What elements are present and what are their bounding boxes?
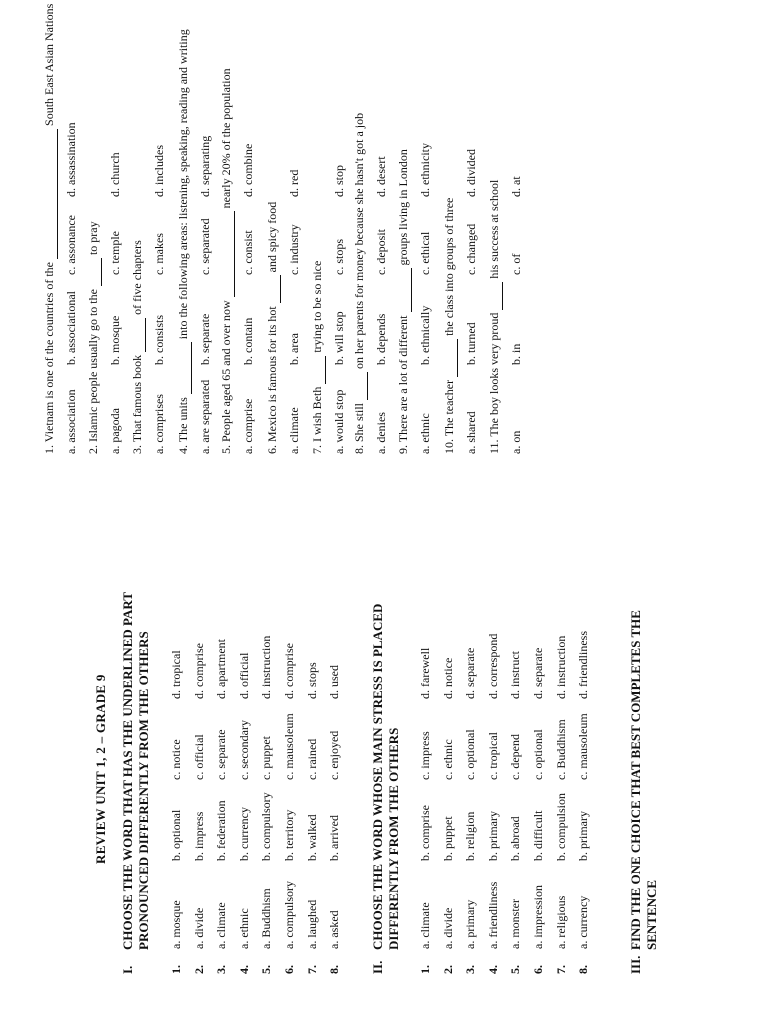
option-b: b. primary [576, 811, 591, 861]
list-item [418, 512, 434, 1024]
list-item [169, 512, 185, 1024]
option-c[interactable]: c. temple [108, 231, 122, 275]
option-a: a. laughed [304, 899, 319, 949]
option-d[interactable]: d. ethnicity [418, 143, 432, 197]
question-stem: 9. There are a lot of different [396, 315, 410, 454]
option-d: d. correspond [485, 633, 500, 699]
option-c: c. mausoleum [576, 713, 591, 780]
answer-blank[interactable] [265, 275, 281, 303]
option-c[interactable]: c. stops [332, 239, 346, 275]
option-c: c. depend [508, 734, 523, 780]
list-item [441, 512, 457, 1024]
option-b[interactable]: b. will stop [332, 311, 346, 365]
option-c[interactable]: c. assonance [64, 215, 78, 275]
question-stem: 2. Islamic people usually go to the [86, 289, 100, 454]
list-item [192, 512, 208, 1024]
option-a: a. friendliness [485, 881, 500, 949]
option-b: b. puppet [440, 816, 455, 861]
item-number: 5. [508, 965, 523, 974]
option-a[interactable]: a. comprises [152, 394, 166, 454]
question-continuation: groups living in London [396, 149, 410, 266]
option-b: b. abroad [508, 816, 523, 861]
answer-blank[interactable] [86, 258, 102, 286]
option-a: a. currency [576, 895, 591, 949]
item-number: 5. [259, 965, 274, 974]
question-continuation: nearly 20% of the population [219, 68, 233, 209]
option-b: b. arrived [327, 815, 342, 861]
option-d: d. farewell [418, 647, 432, 699]
option-c[interactable]: c. ethical [418, 231, 432, 275]
option-c: c. impress [418, 731, 432, 780]
option-d: d. instruction [553, 635, 568, 699]
option-a[interactable]: a. comprise [241, 398, 255, 454]
question-text [265, 9, 281, 454]
item-number: 8. [576, 965, 591, 974]
item-number: 2. [191, 965, 206, 974]
question-text [42, 3, 58, 454]
answer-options [464, 0, 480, 512]
option-d[interactable]: d. includes [152, 145, 166, 197]
question-stem: 8. She still [352, 402, 366, 454]
question-text [86, 9, 102, 454]
option-b[interactable]: b. consists [152, 314, 166, 365]
option-d[interactable]: d. red [287, 169, 301, 197]
option-a[interactable]: a. pagoda [108, 408, 122, 454]
option-b[interactable]: b. turned [464, 322, 478, 365]
answer-blank[interactable] [396, 269, 412, 313]
item-number: 8. [327, 965, 342, 974]
list-item [214, 512, 230, 1024]
option-a[interactable]: a. climate [287, 407, 301, 454]
option-c: c. secondary [236, 720, 251, 780]
option-c: c. ethnic [440, 739, 455, 780]
option-c[interactable]: c. deposit [374, 229, 388, 275]
option-a: a. impression [531, 885, 545, 949]
answer-blank[interactable] [42, 129, 58, 259]
option-b: b. federation [214, 800, 229, 861]
item-number: 2. [440, 965, 455, 974]
option-a: a. divide [440, 907, 455, 949]
answer-options [108, 0, 124, 512]
question-text [352, 9, 368, 454]
question-stem: 11. The boy looks very proud [487, 312, 501, 454]
option-c: c. official [191, 734, 206, 780]
option-a[interactable]: a. are separated [198, 379, 212, 454]
option-d: d. tropical [169, 650, 183, 699]
question-text [487, 9, 503, 454]
section-2-heading-line1: CHOOSE THE WORD WHOSE MAIN STRESS IS PLACED [370, 603, 385, 950]
option-d: d. separate [463, 647, 478, 699]
section-3-heading-line2: SENTENCE [644, 879, 659, 950]
option-b: b. compulsion [553, 793, 568, 861]
option-d: d. instruct [508, 651, 523, 699]
question-text [396, 9, 412, 454]
option-b: b. optional [169, 809, 183, 861]
option-d: d. notice [440, 657, 455, 699]
option-c: c. enjoyed [327, 730, 342, 780]
option-b[interactable]: b. associational [64, 291, 78, 365]
option-b: b. impress [191, 811, 206, 861]
list-item [531, 512, 547, 1024]
item-number: 4. [236, 965, 251, 974]
section-1-heading-line2: PRONOUNCED DIFFERENTLY FROM THE OTHERS [136, 631, 151, 950]
option-d: d. comprise [191, 643, 206, 699]
option-c: c. rained [304, 738, 319, 780]
option-d[interactable]: d. assassination [64, 122, 78, 197]
option-c[interactable]: c. separated [198, 218, 212, 275]
option-c[interactable]: c. of [509, 253, 523, 275]
answer-options [152, 0, 168, 512]
question-continuation: and spicy food [265, 201, 279, 273]
page-title: REVIEW UNIT 1, 2 – GRADE 9 [93, 674, 108, 864]
question-text [442, 9, 458, 454]
item-number: 7. [553, 965, 568, 974]
option-a: a. divide [191, 907, 206, 949]
question-continuation: to pray [86, 221, 100, 256]
question-continuation: the class into groups of three [442, 197, 456, 336]
list-item [508, 512, 524, 1024]
option-d: d. used [327, 665, 342, 699]
list-item [576, 512, 592, 1024]
option-d[interactable]: d. combine [241, 143, 255, 197]
section-3-number: III. [628, 955, 643, 974]
question-stem: 7. I wish Beth [310, 386, 324, 454]
answer-options [287, 0, 303, 512]
question-stem: 3. That famous book [130, 354, 144, 454]
answer-blank[interactable] [352, 372, 368, 400]
option-a: a. asked [327, 910, 342, 949]
option-a: a. Buddhism [259, 888, 274, 949]
option-b[interactable]: b. area [287, 333, 301, 365]
option-d[interactable]: d. at [509, 176, 523, 197]
option-c: c. notice [169, 739, 183, 780]
option-d[interactable]: d. desert [374, 156, 388, 197]
question-continuation: South East Asian Nations [42, 3, 56, 126]
option-b: b. currency [236, 807, 251, 861]
option-d: d. stops [304, 662, 319, 699]
answer-blank[interactable] [310, 356, 326, 384]
option-a: a. compulsory [282, 881, 296, 949]
list-item [463, 512, 479, 1024]
option-a[interactable]: a. ethnic [418, 413, 432, 454]
question-continuation: trying to be so nice [310, 260, 324, 353]
option-b: b. territory [282, 809, 296, 861]
option-d[interactable]: d. stop [332, 164, 346, 197]
question-stem: 6. Mexico is famous for its hot [265, 306, 279, 454]
answer-options [241, 0, 257, 512]
option-b[interactable]: b. mosque [108, 315, 122, 365]
question-text [219, 9, 235, 454]
answer-blank[interactable] [176, 342, 192, 394]
option-c[interactable]: c. industry [287, 224, 301, 275]
item-number: 3. [214, 965, 229, 974]
option-a[interactable]: a. association [64, 389, 78, 454]
question-continuation: of five chapters [130, 240, 144, 315]
left-column [0, 512, 768, 1024]
list-item [486, 512, 502, 1024]
list-item [282, 512, 298, 1024]
option-d[interactable]: d. church [108, 152, 122, 197]
option-c: c. mausoleum [282, 713, 296, 780]
item-number: 7. [304, 965, 319, 974]
option-b[interactable]: b. in [509, 343, 523, 365]
item-number: 6. [531, 965, 545, 974]
option-a[interactable]: a. on [509, 430, 523, 454]
list-item [237, 512, 253, 1024]
option-d[interactable]: d. separating [198, 135, 212, 197]
question-continuation: into the following areas: listening, speaking, reading and writing [176, 29, 190, 340]
answer-blank[interactable] [442, 339, 458, 377]
option-a: a. monster [508, 899, 523, 949]
option-b: b. compulsory [259, 792, 274, 861]
question-continuation: on her parents for money because she hasn't got a job [352, 112, 366, 369]
option-b: b. comprise [418, 805, 432, 861]
option-d: d. official [236, 652, 251, 699]
question-text [176, 9, 192, 454]
item-number: 4. [485, 965, 500, 974]
answer-options [64, 0, 80, 512]
option-c: c. separate [214, 729, 229, 780]
item-number: 1. [418, 965, 432, 974]
option-d: d. separate [531, 647, 545, 699]
option-c[interactable]: c. makes [152, 233, 166, 275]
section-3-heading-line1: FIND THE ONE CHOICE THAT BEST COMPLETES THE [628, 610, 643, 950]
option-d[interactable]: d. divided [464, 149, 478, 197]
answer-blank[interactable] [487, 282, 503, 310]
option-d: d. comprise [282, 643, 296, 699]
section-2-heading-line2: DIFFERENTLY FROM THE OTHERS [386, 727, 401, 950]
option-c: c. optional [463, 729, 478, 780]
question-stem: 4. The units [176, 397, 190, 454]
answer-blank[interactable] [130, 318, 146, 352]
list-item [305, 512, 321, 1024]
option-a: a. climate [214, 902, 229, 949]
question-stem: 5. People aged 65 and over now [219, 300, 233, 454]
item-number: 1. [169, 965, 183, 974]
option-c: c. tropical [485, 732, 500, 780]
option-b[interactable]: b. depends [374, 313, 388, 365]
list-item [554, 512, 570, 1024]
option-c: c. optional [531, 729, 545, 780]
option-a[interactable]: a. would stop [332, 389, 346, 454]
answer-options [198, 0, 214, 512]
option-a[interactable]: a. shared [464, 411, 478, 454]
option-b[interactable]: b. contain [241, 317, 255, 365]
list-item [259, 512, 275, 1024]
option-c[interactable]: c. changed [464, 223, 478, 275]
option-c: c. Buddhism [553, 719, 568, 780]
option-d: d. apartment [214, 639, 229, 699]
question-text [310, 9, 326, 454]
answer-options [374, 0, 390, 512]
option-b: b. primary [485, 811, 500, 861]
option-d: d. friendliness [576, 631, 591, 699]
answer-options [509, 0, 525, 512]
item-number: 3. [463, 965, 478, 974]
item-number: 6. [282, 965, 296, 974]
question-stem: 1. Vietnam is one of the countries of the [42, 261, 56, 454]
question-stem: 10. The teacher [442, 379, 456, 454]
option-c[interactable]: c. consist [241, 230, 255, 275]
option-a: a. climate [418, 902, 432, 949]
option-b: b. religion [463, 811, 478, 861]
option-b: b. difficult [531, 810, 545, 861]
option-b: b. walked [304, 814, 319, 861]
option-a[interactable]: a. denies [374, 412, 388, 454]
option-d: d. instruction [259, 635, 274, 699]
option-a: a. ethnic [236, 908, 251, 949]
option-c: c. puppet [259, 736, 274, 780]
answer-options [332, 0, 348, 512]
question-continuation: his success at school [487, 179, 501, 279]
option-a: a. primary [463, 899, 478, 949]
option-b[interactable]: b. ethnically [418, 305, 432, 365]
option-b[interactable]: b. separate [198, 313, 212, 365]
section-1-number: I. [120, 965, 135, 974]
option-a: a. religious [553, 895, 568, 949]
list-item [327, 512, 343, 1024]
answer-blank[interactable] [219, 211, 235, 297]
option-a: a. mosque [169, 900, 183, 949]
answer-options [418, 0, 434, 512]
question-text [130, 9, 146, 454]
section-2-number: II. [370, 960, 385, 974]
section-1-heading-line1: CHOOSE THE WORD THAT HAS THE UNDERLINED PART [120, 592, 135, 950]
